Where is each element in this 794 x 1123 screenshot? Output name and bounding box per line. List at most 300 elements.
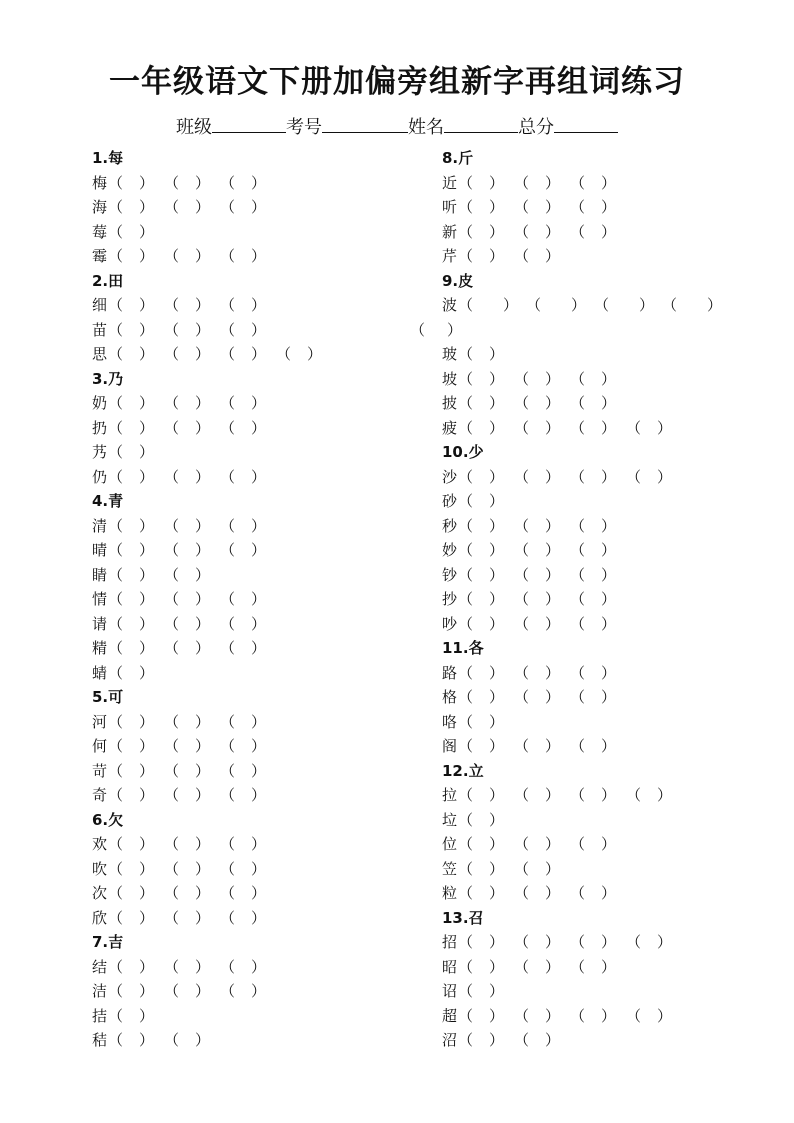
word-item bbox=[92, 342, 412, 367]
close-paren: ） bbox=[194, 982, 210, 1000]
open-paren: （ bbox=[108, 712, 124, 731]
new-character: 苗 bbox=[92, 320, 108, 339]
open-paren: （ bbox=[108, 982, 124, 1000]
new-character: 秸 bbox=[92, 1031, 108, 1049]
open-paren: （ bbox=[164, 296, 180, 314]
close-paren: ） bbox=[488, 737, 504, 755]
open-paren: （ bbox=[458, 590, 474, 608]
open-paren: （ bbox=[514, 1006, 530, 1025]
open-paren: （ bbox=[458, 884, 474, 902]
close-paren: ） bbox=[544, 688, 560, 706]
info-blank[interactable] bbox=[554, 114, 618, 133]
open-paren: （ bbox=[514, 516, 530, 535]
open-paren: （ bbox=[108, 786, 124, 804]
word-item bbox=[442, 563, 772, 588]
close-paren: ） bbox=[138, 443, 154, 461]
close-paren: ） bbox=[544, 590, 560, 608]
new-character: 吹 bbox=[92, 859, 108, 878]
new-character: 笠 bbox=[442, 859, 458, 878]
open-paren: （ bbox=[220, 859, 236, 878]
word-item bbox=[442, 881, 772, 906]
open-paren: （ bbox=[220, 394, 236, 412]
close-paren: ） bbox=[250, 859, 266, 878]
student-info-line bbox=[0, 114, 794, 141]
open-paren: （ bbox=[570, 688, 586, 706]
word-item bbox=[442, 220, 772, 245]
close-paren: ） bbox=[544, 614, 560, 633]
open-paren: （ bbox=[164, 761, 180, 780]
open-paren: （ bbox=[570, 663, 586, 682]
open-paren: （ bbox=[570, 516, 586, 535]
open-paren: （ bbox=[108, 247, 124, 265]
word-item bbox=[442, 514, 772, 539]
word-item bbox=[92, 220, 412, 245]
close-paren: ） bbox=[138, 786, 154, 804]
word-item bbox=[442, 171, 772, 196]
open-paren: （ bbox=[514, 565, 530, 584]
close-paren: ） bbox=[138, 198, 154, 216]
word-item bbox=[92, 857, 412, 882]
close-paren: ） bbox=[194, 541, 210, 559]
open-paren: （ bbox=[164, 320, 180, 339]
open-paren: （ bbox=[220, 982, 236, 1000]
new-character: 沙 bbox=[442, 467, 458, 486]
open-paren: （ bbox=[164, 590, 180, 608]
close-paren: ） bbox=[706, 296, 722, 314]
open-paren: （ bbox=[458, 541, 474, 559]
new-character: 奇 bbox=[92, 786, 108, 804]
word-item bbox=[442, 808, 772, 833]
close-paren: ） bbox=[600, 394, 616, 412]
open-paren: （ bbox=[458, 345, 474, 363]
open-paren: （ bbox=[220, 418, 236, 437]
close-paren: ） bbox=[138, 345, 154, 363]
new-character: 招 bbox=[442, 933, 458, 951]
open-paren: （ bbox=[626, 933, 642, 951]
open-paren: （ bbox=[108, 884, 124, 902]
info-label: 班级 bbox=[176, 117, 212, 138]
new-character: 苛 bbox=[92, 761, 108, 780]
close-paren: ） bbox=[194, 565, 210, 584]
radical-heading: 10.少 bbox=[442, 443, 484, 461]
word-item bbox=[92, 538, 412, 563]
close-paren: ） bbox=[488, 688, 504, 706]
close-paren: ） bbox=[194, 296, 210, 314]
word-item bbox=[92, 955, 412, 980]
close-paren: ） bbox=[250, 173, 266, 192]
close-paren: ） bbox=[488, 614, 504, 633]
close-paren: ） bbox=[250, 737, 266, 755]
open-paren: （ bbox=[514, 663, 530, 682]
word-item bbox=[442, 293, 772, 318]
open-paren: （ bbox=[108, 859, 124, 878]
close-paren: ） bbox=[600, 590, 616, 608]
new-character: 路 bbox=[442, 663, 458, 682]
close-paren: ） bbox=[488, 369, 504, 388]
open-paren: （ bbox=[220, 835, 236, 853]
right-column bbox=[410, 146, 772, 1053]
close-paren: ） bbox=[138, 1006, 154, 1025]
open-paren: （ bbox=[164, 565, 180, 584]
word-item bbox=[92, 783, 412, 808]
close-paren: ） bbox=[138, 418, 154, 437]
close-paren: ） bbox=[138, 835, 154, 853]
close-paren: ） bbox=[544, 369, 560, 388]
open-paren: （ bbox=[108, 443, 124, 461]
open-paren: （ bbox=[458, 369, 474, 388]
open-paren: （ bbox=[458, 1006, 474, 1025]
close-paren: ） bbox=[656, 418, 672, 437]
close-paren: ） bbox=[138, 296, 154, 314]
radical-heading: 6.欠 bbox=[92, 810, 124, 829]
new-character: 坡 bbox=[442, 369, 458, 388]
close-paren: ） bbox=[544, 786, 560, 804]
close-paren: ） bbox=[194, 737, 210, 755]
close-paren: ） bbox=[194, 418, 210, 437]
close-paren: ） bbox=[138, 663, 154, 682]
new-character: 听 bbox=[442, 198, 458, 216]
open-paren: （ bbox=[570, 394, 586, 412]
word-item bbox=[92, 587, 412, 612]
open-paren: （ bbox=[514, 198, 530, 216]
word-item bbox=[92, 293, 412, 318]
open-paren: （ bbox=[458, 712, 474, 731]
open-paren: （ bbox=[458, 1031, 474, 1049]
close-paren: ） bbox=[194, 908, 210, 927]
close-paren: ） bbox=[600, 516, 616, 535]
new-character: 细 bbox=[92, 296, 108, 314]
open-paren: （ bbox=[514, 957, 530, 976]
close-paren: ） bbox=[544, 173, 560, 192]
close-paren: ） bbox=[194, 516, 210, 535]
open-paren: （ bbox=[458, 835, 474, 853]
open-paren: （ bbox=[570, 198, 586, 216]
close-paren: ） bbox=[544, 418, 560, 437]
new-character: 何 bbox=[92, 737, 108, 755]
open-paren: （ bbox=[514, 859, 530, 878]
close-paren: ） bbox=[488, 467, 504, 486]
close-paren: ） bbox=[544, 222, 560, 241]
close-paren: ） bbox=[250, 590, 266, 608]
close-paren: ） bbox=[194, 198, 210, 216]
open-paren: （ bbox=[108, 761, 124, 780]
close-paren: ） bbox=[250, 761, 266, 780]
new-character: 扔 bbox=[92, 418, 108, 437]
close-paren: ） bbox=[656, 786, 672, 804]
radical-heading: 2.田 bbox=[92, 271, 124, 290]
close-paren: ） bbox=[488, 516, 504, 535]
open-paren: （ bbox=[514, 786, 530, 804]
open-paren: （ bbox=[514, 688, 530, 706]
new-character: 请 bbox=[92, 614, 108, 633]
new-character: 近 bbox=[442, 173, 458, 192]
open-paren: （ bbox=[458, 516, 474, 535]
open-paren: （ bbox=[220, 247, 236, 265]
word-item bbox=[92, 318, 412, 343]
open-paren: （ bbox=[108, 173, 124, 192]
close-paren: ） bbox=[138, 590, 154, 608]
new-character: 莓 bbox=[92, 222, 108, 241]
open-paren: （ bbox=[220, 737, 236, 755]
open-paren: （ bbox=[458, 982, 474, 1000]
info-blank[interactable] bbox=[444, 114, 518, 133]
close-paren: ） bbox=[544, 737, 560, 755]
open-paren: （ bbox=[514, 590, 530, 608]
close-paren: ） bbox=[250, 541, 266, 559]
close-paren: ） bbox=[194, 173, 210, 192]
open-paren: （ bbox=[164, 467, 180, 486]
new-character: 芹 bbox=[442, 247, 458, 265]
open-paren: （ bbox=[220, 786, 236, 804]
word-item bbox=[92, 171, 412, 196]
close-paren: ） bbox=[488, 173, 504, 192]
close-paren: ） bbox=[138, 908, 154, 927]
close-paren: ） bbox=[544, 198, 560, 216]
word-item bbox=[92, 636, 412, 661]
close-paren: ） bbox=[600, 467, 616, 486]
open-paren: （ bbox=[108, 590, 124, 608]
open-paren: （ bbox=[514, 369, 530, 388]
open-paren: （ bbox=[164, 247, 180, 265]
open-paren: （ bbox=[220, 198, 236, 216]
word-item bbox=[92, 612, 412, 637]
open-paren: （ bbox=[570, 614, 586, 633]
close-paren: ） bbox=[194, 957, 210, 976]
close-paren: ） bbox=[488, 859, 504, 878]
word-item bbox=[442, 612, 772, 637]
close-paren: ） bbox=[544, 247, 560, 265]
close-paren: ） bbox=[488, 590, 504, 608]
close-paren: ） bbox=[138, 614, 154, 633]
new-character: 波 bbox=[442, 296, 458, 314]
close-paren: ） bbox=[138, 859, 154, 878]
open-paren: （ bbox=[662, 296, 678, 314]
open-paren: （ bbox=[458, 418, 474, 437]
open-paren: （ bbox=[570, 222, 586, 241]
close-paren: ） bbox=[544, 541, 560, 559]
open-paren: （ bbox=[626, 1006, 642, 1025]
open-paren: （ bbox=[108, 541, 124, 559]
open-paren: （ bbox=[514, 614, 530, 633]
new-character: 结 bbox=[92, 957, 108, 976]
new-character: 披 bbox=[442, 394, 458, 412]
open-paren: （ bbox=[220, 467, 236, 486]
close-paren: ） bbox=[250, 394, 266, 412]
close-paren: ） bbox=[194, 835, 210, 853]
word-item bbox=[442, 930, 772, 955]
open-paren: （ bbox=[514, 1031, 530, 1049]
new-character: 垃 bbox=[442, 810, 458, 829]
open-paren: （ bbox=[220, 614, 236, 633]
open-paren: （ bbox=[458, 810, 474, 829]
open-paren: （ bbox=[570, 173, 586, 192]
open-paren: （ bbox=[458, 198, 474, 216]
new-character: 蜻 bbox=[92, 663, 108, 682]
word-item bbox=[92, 195, 412, 220]
open-paren: （ bbox=[410, 320, 426, 339]
word-item bbox=[442, 195, 772, 220]
new-character: 霉 bbox=[92, 247, 108, 265]
close-paren: ） bbox=[502, 296, 518, 314]
new-character: 艿 bbox=[92, 443, 108, 461]
open-paren: （ bbox=[108, 835, 124, 853]
word-item bbox=[442, 244, 772, 269]
new-character: 思 bbox=[92, 345, 108, 363]
open-paren: （ bbox=[514, 884, 530, 902]
open-paren: （ bbox=[570, 884, 586, 902]
open-paren: （ bbox=[220, 541, 236, 559]
open-paren: （ bbox=[514, 222, 530, 241]
close-paren: ） bbox=[656, 933, 672, 951]
close-paren: ） bbox=[138, 467, 154, 486]
close-paren: ） bbox=[250, 247, 266, 265]
close-paren: ） bbox=[488, 541, 504, 559]
close-paren: ） bbox=[138, 737, 154, 755]
new-character: 睛 bbox=[92, 565, 108, 584]
new-character: 咯 bbox=[442, 712, 458, 731]
info-label: 总分 bbox=[518, 117, 554, 138]
open-paren: （ bbox=[108, 345, 124, 363]
close-paren: ） bbox=[194, 320, 210, 339]
word-item bbox=[442, 465, 772, 490]
word-item bbox=[92, 881, 412, 906]
open-paren: （ bbox=[458, 737, 474, 755]
close-paren: ） bbox=[138, 222, 154, 241]
open-paren: （ bbox=[220, 761, 236, 780]
open-paren: （ bbox=[220, 908, 236, 927]
close-paren: ） bbox=[600, 541, 616, 559]
word-item bbox=[92, 661, 412, 686]
open-paren: （ bbox=[164, 884, 180, 902]
open-paren: （ bbox=[458, 957, 474, 976]
close-paren: ） bbox=[138, 247, 154, 265]
new-character: 抄 bbox=[442, 590, 458, 608]
open-paren: （ bbox=[164, 639, 180, 657]
close-paren: ） bbox=[250, 957, 266, 976]
open-paren: （ bbox=[458, 614, 474, 633]
close-paren: ） bbox=[138, 565, 154, 584]
new-character: 欢 bbox=[92, 835, 108, 853]
radical-heading: 12.立 bbox=[442, 761, 484, 780]
word-item bbox=[92, 514, 412, 539]
open-paren: （ bbox=[526, 296, 542, 314]
close-paren: ） bbox=[544, 1006, 560, 1025]
close-paren: ） bbox=[544, 565, 560, 584]
close-paren: ） bbox=[600, 418, 616, 437]
close-paren: ） bbox=[138, 1031, 154, 1049]
new-character: 阁 bbox=[442, 737, 458, 755]
close-paren: ） bbox=[194, 467, 210, 486]
open-paren: （ bbox=[514, 418, 530, 437]
open-paren: （ bbox=[164, 737, 180, 755]
open-paren: （ bbox=[626, 786, 642, 804]
new-character: 新 bbox=[442, 222, 458, 241]
close-paren: ） bbox=[194, 884, 210, 902]
new-character: 钞 bbox=[442, 565, 458, 584]
open-paren: （ bbox=[108, 908, 124, 927]
radical-heading: 9.皮 bbox=[442, 271, 474, 290]
radical-heading: 4.青 bbox=[92, 492, 124, 510]
open-paren: （ bbox=[164, 859, 180, 878]
open-paren: （ bbox=[458, 786, 474, 804]
worksheet-title: 一年级语文下册加偏旁组新字再组词练习 bbox=[109, 64, 685, 100]
open-paren: （ bbox=[514, 835, 530, 853]
close-paren: ） bbox=[488, 663, 504, 682]
info-label: 姓名 bbox=[408, 117, 444, 138]
open-paren: （ bbox=[458, 565, 474, 584]
info-blank[interactable] bbox=[212, 114, 286, 133]
continuation-row bbox=[410, 318, 772, 343]
close-paren: ） bbox=[638, 296, 654, 314]
open-paren: （ bbox=[164, 173, 180, 192]
new-character: 奶 bbox=[92, 394, 108, 412]
open-paren: （ bbox=[570, 737, 586, 755]
close-paren: ） bbox=[194, 786, 210, 804]
close-paren: ） bbox=[656, 1006, 672, 1025]
close-paren: ） bbox=[600, 688, 616, 706]
open-paren: （ bbox=[276, 345, 292, 363]
close-paren: ） bbox=[600, 1006, 616, 1025]
open-paren: （ bbox=[514, 467, 530, 486]
open-paren: （ bbox=[458, 688, 474, 706]
close-paren: ） bbox=[544, 394, 560, 412]
close-paren: ） bbox=[446, 320, 462, 339]
close-paren: ） bbox=[250, 982, 266, 1000]
word-item bbox=[442, 489, 772, 514]
open-paren: （ bbox=[108, 467, 124, 486]
close-paren: ） bbox=[544, 884, 560, 902]
new-character: 次 bbox=[92, 884, 108, 902]
new-character: 超 bbox=[442, 1006, 458, 1025]
close-paren: ） bbox=[306, 345, 322, 363]
word-item bbox=[92, 563, 412, 588]
new-character: 砂 bbox=[442, 492, 458, 510]
open-paren: （ bbox=[108, 1031, 124, 1049]
close-paren: ） bbox=[544, 467, 560, 486]
close-paren: ） bbox=[570, 296, 586, 314]
close-paren: ） bbox=[544, 1031, 560, 1049]
word-item bbox=[442, 391, 772, 416]
info-blank[interactable] bbox=[322, 114, 408, 133]
close-paren: ） bbox=[250, 345, 266, 363]
new-character: 粒 bbox=[442, 884, 458, 902]
close-paren: ） bbox=[544, 663, 560, 682]
word-item bbox=[442, 661, 772, 686]
close-paren: ） bbox=[488, 1006, 504, 1025]
word-item bbox=[92, 244, 412, 269]
word-item bbox=[442, 783, 772, 808]
word-item bbox=[442, 342, 772, 367]
close-paren: ） bbox=[600, 663, 616, 682]
word-item bbox=[442, 857, 772, 882]
close-paren: ） bbox=[488, 222, 504, 241]
new-character: 玻 bbox=[442, 345, 458, 363]
open-paren: （ bbox=[108, 320, 124, 339]
word-item bbox=[442, 832, 772, 857]
open-paren: （ bbox=[108, 222, 124, 241]
open-paren: （ bbox=[220, 296, 236, 314]
close-paren: ） bbox=[138, 541, 154, 559]
new-character: 洁 bbox=[92, 982, 108, 1000]
word-item bbox=[442, 367, 772, 392]
word-item bbox=[442, 710, 772, 735]
close-paren: ） bbox=[600, 369, 616, 388]
new-character: 清 bbox=[92, 516, 108, 535]
close-paren: ） bbox=[250, 614, 266, 633]
close-paren: ） bbox=[600, 737, 616, 755]
close-paren: ） bbox=[250, 639, 266, 657]
new-character: 河 bbox=[92, 712, 108, 731]
